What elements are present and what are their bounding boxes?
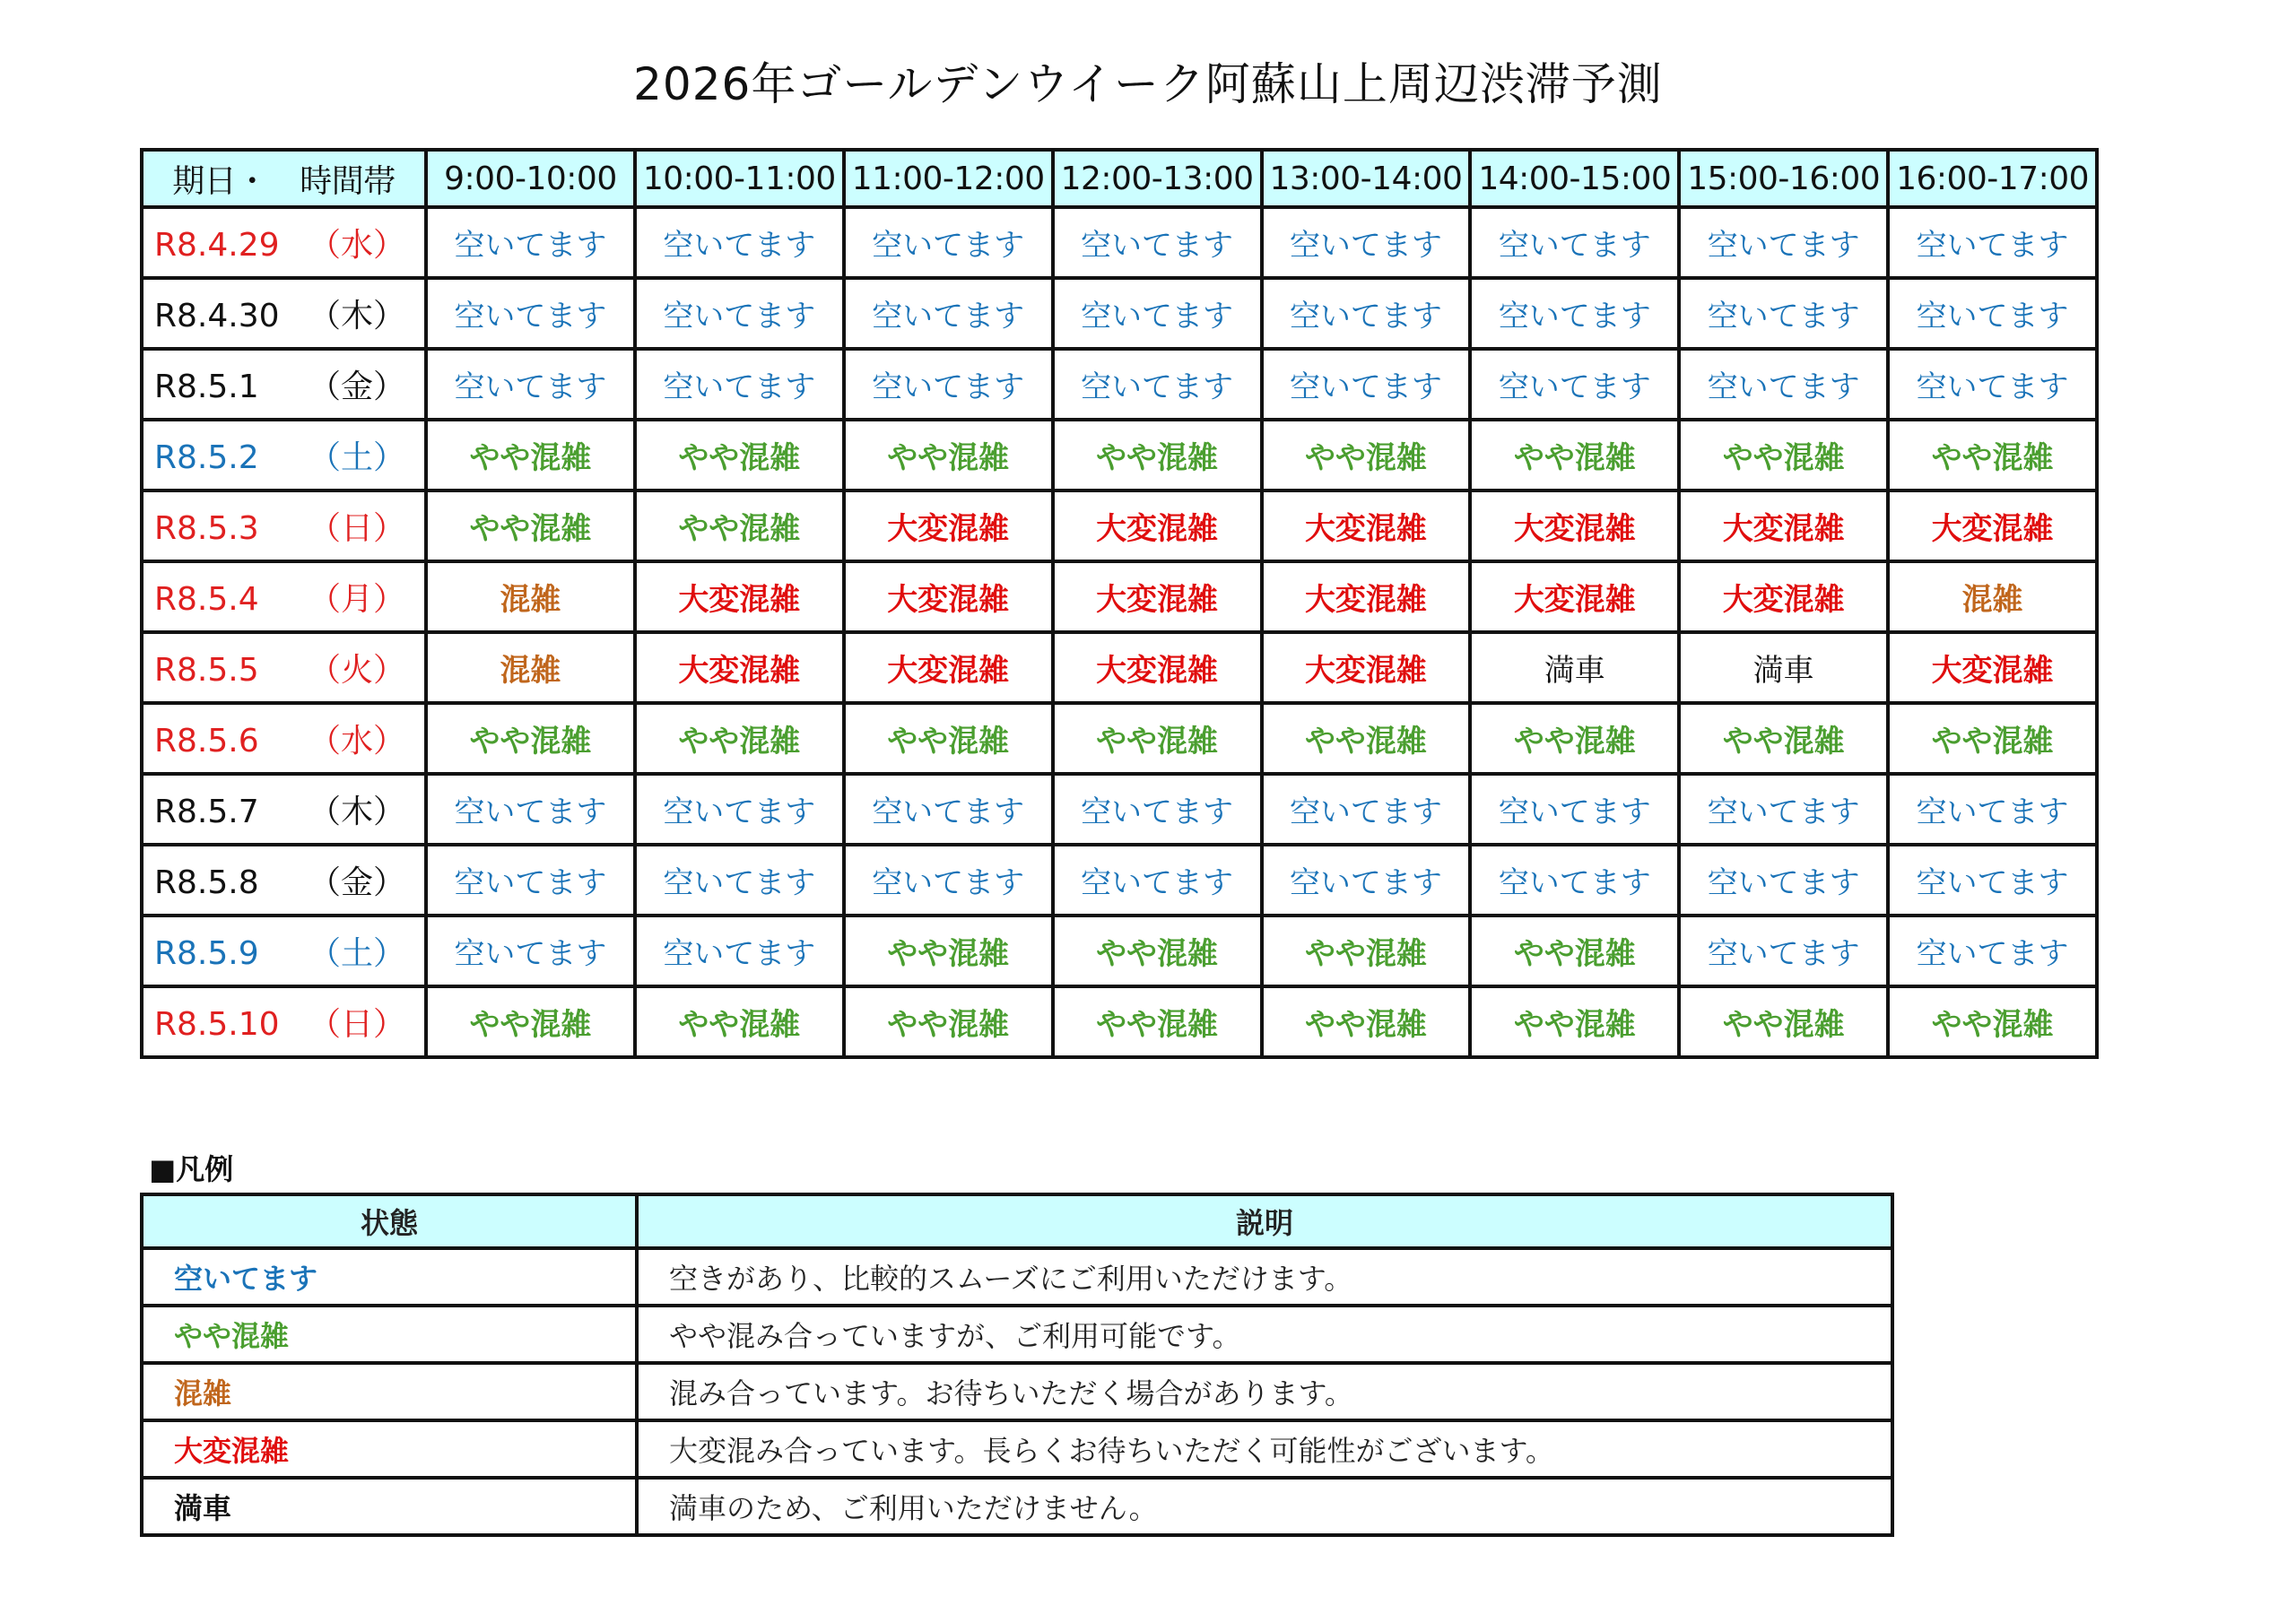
status-cell: やや混雑 [1679,703,1888,774]
date-label: R8.5.1 [154,369,259,405]
status-cell: やや混雑 [1679,420,1888,490]
status-cell: 大変混雑 [1262,561,1471,632]
date-label: R8.5.5 [154,652,259,689]
legend-header-description: 説明 [637,1194,1892,1248]
table-row [142,632,2097,703]
status-cell: 大変混雑 [1679,561,1888,632]
status-cell: 空いてます [1053,278,1262,349]
status-cell: 空いてます [1470,774,1679,845]
date-label: R8.4.30 [154,298,280,334]
status-cell: 空いてます [1888,774,2097,845]
status-cell: やや混雑 [1262,916,1471,986]
status-cell: やや混雑 [1053,703,1262,774]
date-cell [142,420,426,490]
status-cell: 空いてます [1679,774,1888,845]
status-cell: やや混雑 [844,986,1053,1057]
status-cell: 空いてます [1679,278,1888,349]
table-row [142,490,2097,561]
weekday-label: （水） [309,227,406,264]
header-time-slot: 13:00-14:00 [1262,150,1471,207]
status-cell: 空いてます [426,916,635,986]
weekday-label: （金） [309,369,406,405]
date-cell [142,561,426,632]
date-cell [142,632,426,703]
legend-row [142,1306,1892,1363]
status-cell: やや混雑 [635,703,844,774]
status-cell: やや混雑 [1679,986,1888,1057]
table-row [142,774,2097,845]
date-label: R8.5.7 [154,794,259,830]
status-cell: 空いてます [1053,349,1262,420]
status-cell: 空いてます [426,774,635,845]
table-row [142,561,2097,632]
status-cell: 空いてます [426,207,635,278]
status-cell: 空いてます [1888,349,2097,420]
legend-description: 混み合っています。お待ちいただく場合があります。 [637,1363,1892,1420]
status-cell: 空いてます [1888,278,2097,349]
status-cell: やや混雑 [635,986,844,1057]
status-cell: 混雑 [426,632,635,703]
status-cell: やや混雑 [426,986,635,1057]
status-cell: 空いてます [844,774,1053,845]
status-cell: やや混雑 [1053,986,1262,1057]
status-cell: 空いてます [635,845,844,916]
status-cell: 大変混雑 [844,561,1053,632]
status-cell: 大変混雑 [1470,490,1679,561]
status-cell: 空いてます [635,916,844,986]
status-cell: 空いてます [844,845,1053,916]
status-cell: やや混雑 [1053,420,1262,490]
status-cell: やや混雑 [1470,916,1679,986]
weekday-label: （木） [309,298,406,334]
status-cell: やや混雑 [1262,703,1471,774]
status-cell: 大変混雑 [844,632,1053,703]
legend-description: 大変混み合っています。長らくお待ちいただく可能性がございます。 [637,1420,1892,1478]
status-cell: やや混雑 [635,420,844,490]
status-cell: 空いてます [426,845,635,916]
weekday-label: （土） [309,439,406,476]
legend-table [140,1193,1894,1537]
header-time-slot: 14:00-15:00 [1470,150,1679,207]
legend-heading: ■凡例 [149,1152,234,1186]
header-date-time: 期日・ 時間帯 [142,150,426,207]
table-row [142,703,2097,774]
table-row [142,420,2097,490]
table-row [142,278,2097,349]
table-row [142,349,2097,420]
status-cell: 大変混雑 [1262,632,1471,703]
status-cell: 空いてます [1470,278,1679,349]
date-cell [142,986,426,1057]
status-cell: 大変混雑 [1053,490,1262,561]
status-cell: 空いてます [844,349,1053,420]
legend-row [142,1420,1892,1478]
status-cell: やや混雑 [635,490,844,561]
status-cell: 満車 [1470,632,1679,703]
weekday-label: （土） [309,935,406,972]
status-cell: 空いてます [1053,845,1262,916]
status-cell: 空いてます [1679,207,1888,278]
status-cell: やや混雑 [426,420,635,490]
header-time-slot: 9:00-10:00 [426,150,635,207]
table-header-row [142,150,2097,207]
weekday-label: （月） [309,581,406,618]
date-label: R8.5.6 [154,723,259,759]
date-cell [142,703,426,774]
status-cell: 大変混雑 [1053,632,1262,703]
weekday-label: （火） [309,652,406,689]
date-label: R8.5.3 [154,510,259,547]
status-cell: 空いてます [1262,774,1471,845]
table-row [142,916,2097,986]
date-label: R8.5.8 [154,864,259,901]
status-cell: 大変混雑 [844,490,1053,561]
status-cell: やや混雑 [426,703,635,774]
weekday-label: （日） [309,510,406,547]
date-cell [142,845,426,916]
legend-row [142,1478,1892,1535]
weekday-label: （金） [309,864,406,901]
table-row [142,207,2097,278]
page-title: 2026年ゴールデンウイーク阿蘇山上周辺渋滞予測 [633,58,1663,110]
table-row [142,845,2097,916]
status-cell: 空いてます [1470,845,1679,916]
legend-description: 空きがあり、比較的スムーズにご利用いただけます。 [637,1248,1892,1306]
status-cell: 大変混雑 [1888,632,2097,703]
status-cell: 大変混雑 [1262,490,1471,561]
status-cell: やや混雑 [1888,420,2097,490]
header-time-slot: 16:00-17:00 [1888,150,2097,207]
status-cell: やや混雑 [1470,703,1679,774]
status-cell: 空いてます [844,207,1053,278]
header-time-slot: 10:00-11:00 [635,150,844,207]
date-label: R8.5.9 [154,935,259,972]
legend-description: やや混み合っていますが、ご利用可能です。 [637,1306,1892,1363]
status-cell: やや混雑 [1888,986,2097,1057]
status-cell: 空いてます [1262,349,1471,420]
status-cell: 大変混雑 [1470,561,1679,632]
weekday-label: （木） [309,794,406,830]
status-cell: やや混雑 [844,703,1053,774]
status-cell: 空いてます [1053,774,1262,845]
legend-state: 満車 [142,1478,637,1535]
status-cell: 空いてます [1888,845,2097,916]
status-cell: 空いてます [1262,278,1471,349]
status-cell: 空いてます [1470,349,1679,420]
weekday-label: （水） [309,723,406,759]
weekday-label: （日） [309,1006,406,1043]
status-cell: やや混雑 [1053,916,1262,986]
legend-state: やや混雑 [142,1306,637,1363]
status-cell: 大変混雑 [1053,561,1262,632]
status-cell: 空いてます [1888,207,2097,278]
legend-state: 空いてます [142,1248,637,1306]
legend-description: 満車のため、ご利用いただけません。 [637,1478,1892,1535]
header-time-slot: 12:00-13:00 [1053,150,1262,207]
status-cell: やや混雑 [426,490,635,561]
congestion-forecast-table [140,148,2099,1059]
legend-row [142,1248,1892,1306]
date-label: R8.4.29 [154,227,280,264]
date-cell [142,207,426,278]
status-cell: やや混雑 [844,420,1053,490]
status-cell: 空いてます [635,349,844,420]
legend-header-row [142,1194,1892,1248]
status-cell: 空いてます [1679,349,1888,420]
legend-header-state: 状態 [142,1194,637,1248]
date-label: R8.5.2 [154,439,259,476]
date-cell [142,278,426,349]
legend-state: 混雑 [142,1363,637,1420]
status-cell: やや混雑 [844,916,1053,986]
status-cell: やや混雑 [1262,420,1471,490]
status-cell: やや混雑 [1262,986,1471,1057]
date-cell [142,774,426,845]
date-cell [142,490,426,561]
header-time-slot: 15:00-16:00 [1679,150,1888,207]
status-cell: 大変混雑 [635,632,844,703]
status-cell: 空いてます [426,278,635,349]
status-cell: やや混雑 [1888,703,2097,774]
status-cell: 空いてます [1262,207,1471,278]
status-cell: 空いてます [844,278,1053,349]
status-cell: 空いてます [1470,207,1679,278]
date-label: R8.5.10 [154,1006,280,1043]
status-cell: やや混雑 [1470,986,1679,1057]
status-cell: 空いてます [426,349,635,420]
header-time-slot: 11:00-12:00 [844,150,1053,207]
date-label: R8.5.4 [154,581,259,618]
status-cell: 空いてます [635,278,844,349]
status-cell: 空いてます [1679,916,1888,986]
status-cell: やや混雑 [1470,420,1679,490]
status-cell: 空いてます [1053,207,1262,278]
status-cell: 満車 [1679,632,1888,703]
table-row [142,986,2097,1057]
status-cell: 空いてます [635,774,844,845]
status-cell: 空いてます [1679,845,1888,916]
status-cell: 空いてます [1888,916,2097,986]
date-cell [142,349,426,420]
status-cell: 大変混雑 [1679,490,1888,561]
status-cell: 空いてます [1262,845,1471,916]
legend-row [142,1363,1892,1420]
status-cell: 混雑 [426,561,635,632]
legend-state: 大変混雑 [142,1420,637,1478]
status-cell: 大変混雑 [1888,490,2097,561]
status-cell: 空いてます [635,207,844,278]
date-cell [142,916,426,986]
status-cell: 大変混雑 [635,561,844,632]
status-cell: 混雑 [1888,561,2097,632]
